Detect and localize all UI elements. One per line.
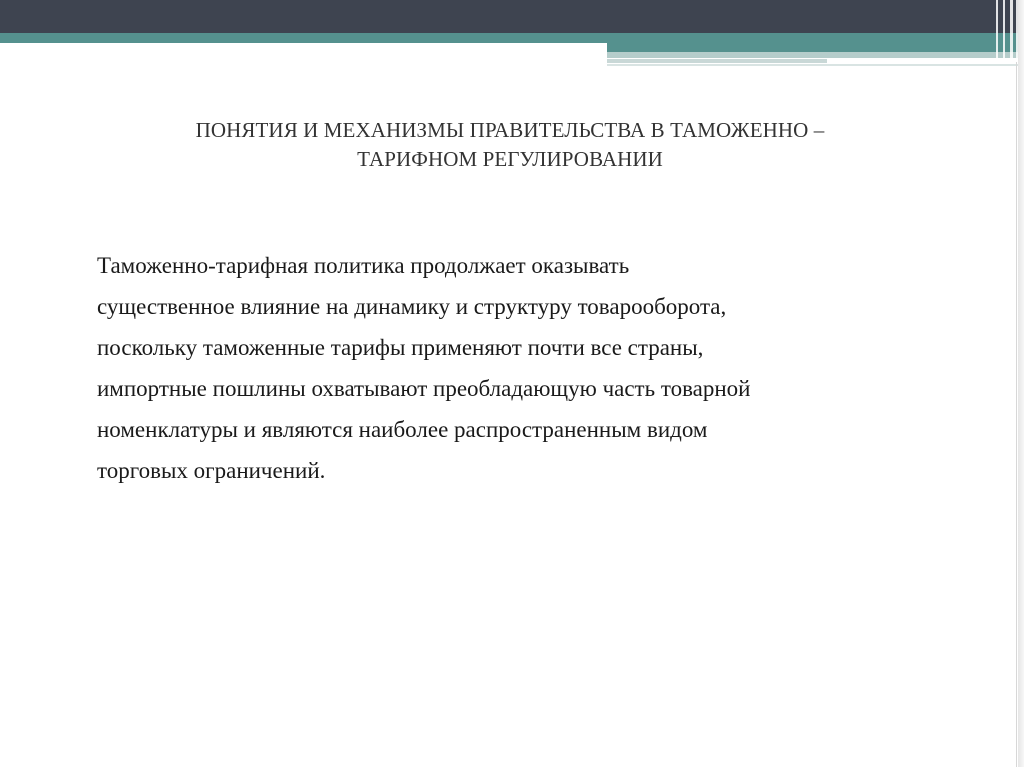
slide-body-line: торговых ограничений. <box>97 458 326 483</box>
slide-title-line: ПОНЯТИЯ И МЕХАНИЗМЫ ПРАВИТЕЛЬСТВА В ТАМОЖЕННО – <box>195 118 825 142</box>
slide-body-line: поскольку таможенные тарифы применяют почти все страны, <box>97 335 704 360</box>
slide-edge-line <box>1016 62 1017 767</box>
slide-body-line: Таможенно-тарифная политика продолжает оказывать <box>97 253 630 278</box>
slide-body <box>97 245 937 491</box>
header-band-light <box>607 52 1024 58</box>
header-vertical-stripe <box>1003 0 1005 62</box>
header-band-teal-right <box>607 43 1024 52</box>
header-band-teal <box>0 33 1024 43</box>
slide-title <box>110 116 910 174</box>
header-band-light-thin <box>607 64 1024 66</box>
header-vertical-stripe <box>1010 0 1013 62</box>
header-vertical-stripe <box>996 0 998 62</box>
header-band-dark <box>0 0 1024 33</box>
slide-body-line: импортные пошлины охватывают преобладающую часть товарной <box>97 376 751 401</box>
slide-body-line: номенклатуры и являются наиболее распространенным видом <box>97 417 708 442</box>
slide-body-line: существенное влияние на динамику и структуру товарооборота, <box>97 294 727 319</box>
slide-edge-shadow <box>1018 0 1024 767</box>
header-band-light-short <box>607 59 827 63</box>
slide-title-line: ТАРИФНОМ РЕГУЛИРОВАНИИ <box>357 147 663 171</box>
